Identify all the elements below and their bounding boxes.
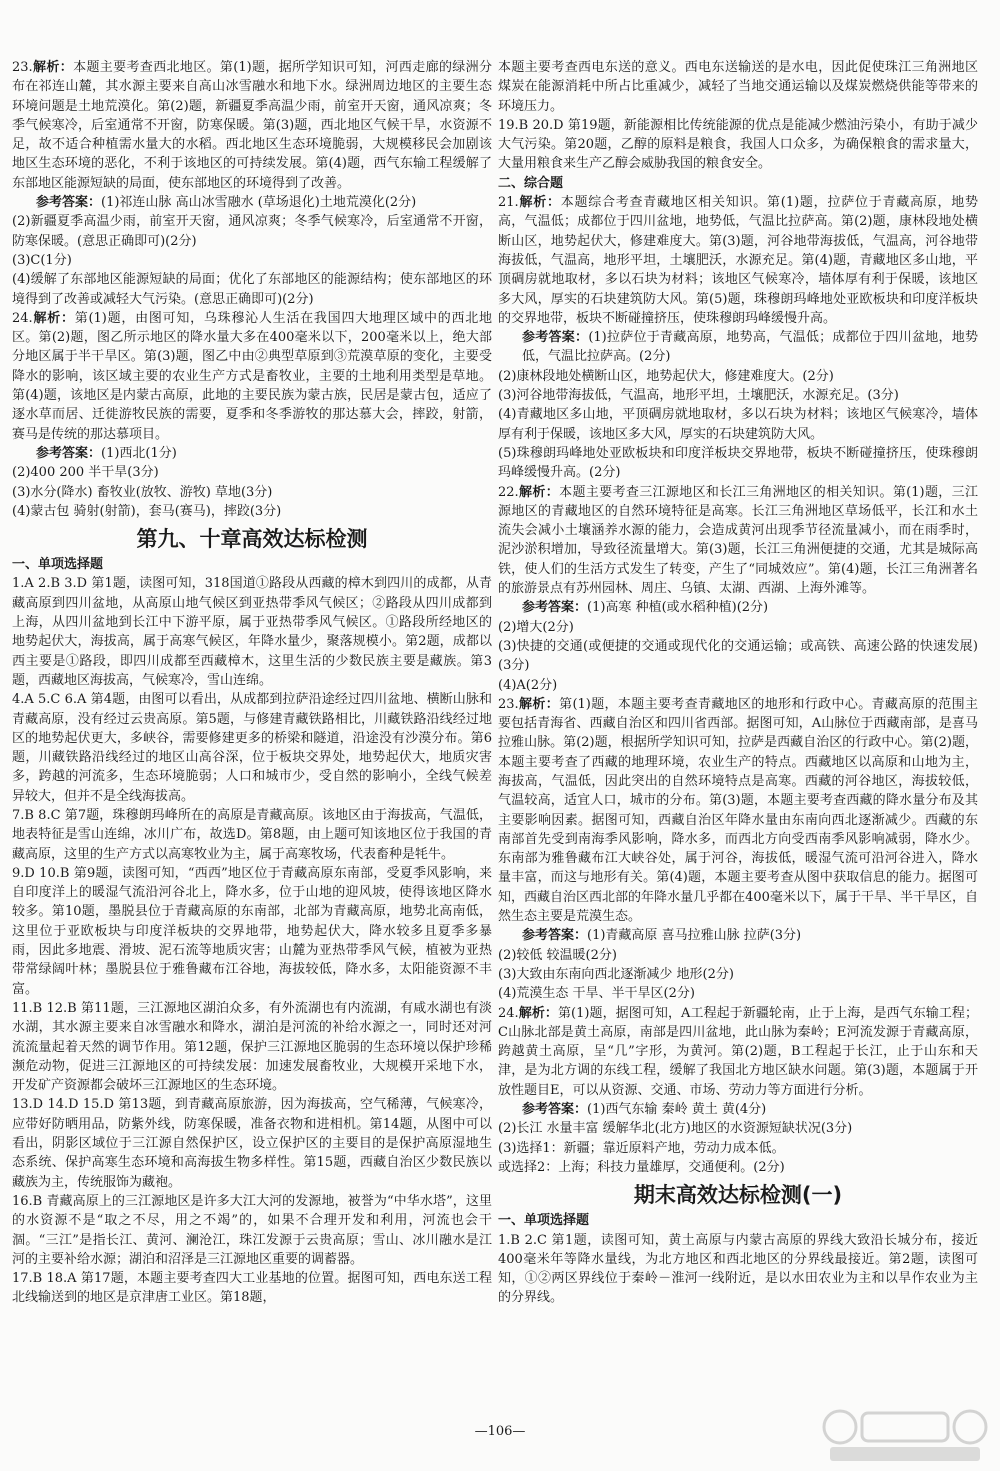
q24-right-answer-2: (2)长江 水量丰富 缓解华北(北方)地区的水资源短缺状况(3分)	[498, 1121, 853, 1137]
comprehensive-heading: 二、综合题	[498, 175, 564, 191]
final-item-1-2: 1.B 2.C 第1题，读图可知，黄土高原与内蒙古高原的界线大致沿长城分布，接近400毫米年等降水量线，为北方地区和西北地区的分界线最接近。第2题，读图可知，①②两区界线位于秦岭－淮河一线附近，是以水田农业为主和以旱作农业为主的分界线。	[498, 1232, 978, 1306]
q22-answer-2: (2)增大(2分)	[498, 619, 574, 635]
q23-answer-3: (3)C(1分)	[12, 252, 72, 268]
q21-answer-2: (2)康林段地处横断山区，地势起伏大，修建难度大。(2分)	[498, 368, 834, 384]
q22-answer: 参考答案：(1)高寒 种植(或水稻种植)(2分)	[522, 600, 769, 616]
item-11-12: 11.B 12.B 第11题，三江源地区湖泊众多，有外流湖也有内流湖，有咸水湖也有淡水湖，其水源主要来自冰雪融水和降水，湖泊是河流的补给水源之一，同时还对河流流量起着天然的调节作用。第12题，保护三江源地区脆弱的生态环境以保护珍稀濒危动物，促进三江源地区的可持续发展：加速发展畜牧业，大规模开采地下水，开发矿产资源都会破坏三江源地区的生态环境。	[12, 1000, 492, 1094]
item-17-18: 17.B 18.A 第17题，本题主要考查四大工业基地的位置。据图可知，西电东送工程北线输送到的地区是京津唐工业区。第18题，	[12, 1271, 492, 1306]
q24-analysis: 24.解析：第(1)题，由图可知，乌珠穆沁人生活在我国四大地理区域中的西北地区。第(2)题，图乙所示地区的降水量大多在400毫米以下，200毫米以上，绝大部分地区属于半干旱区。第(3)题，图乙中由②典型草原到③荒漠草原的变化，主要受降水的影响，该区域主要的农业生产方式是畜牧业，主要的土地利用类型是草地。第(4)题，该地区是内蒙古高原，此地的主要民族为蒙古族，民居是蒙古包，适应了逐水草而居、迁徙游牧民族的需要，夏季和冬季游牧的那达慕大会，摔跤，射箭，赛马是传统的那达慕项目。	[12, 310, 492, 442]
item-9-10: 9.D 10.B 第9题，读图可知，“西西”地区位于青藏高原东南部，受夏季风影响，来自印度洋上的暖湿气流沿河谷北上，降水多，位于山地的迎风坡，使得该地区降水较多。第10题，墨脱县位于青藏高原的东南部，北部为青藏高原，地势北高南低，这里位于亚欧板块与印度洋板块的交界地带，地势起伏大，降水较多且夏季多暴雨，因此多地震、滑坡、泥石流等地质灾害；山麓为亚热带季风气候，植被为亚热带常绿阔叶林；墨脱县位于雅鲁藏布江谷地，海拔较低，降水多，太阳能资源不丰富。	[12, 865, 492, 997]
q22-analysis: 22.解析：本题主要考查三江源地区和长江三角洲地区的相关知识。第(1)题，三江源地区的青藏地区的自然环境特征是高寒。长江三角洲地区草场低平，长江和水土流失会减小土壤涵养水源的能力，会造成黄河出现季节径流量减小，而在雨季时，泥沙淤积增加，导致径流量增大。第(3)题，长江三角洲便捷的交通，尤其是城际高铁，使人们的生活方式发生了转变，产生了“同城效应”。第(4)题，长江三角洲著名的旅游景点有苏州园林、周庄、乌镇、太湖、西湖、上海外滩等。	[498, 484, 978, 597]
q23-right-answer: 参考答案：(1)青藏高原 喜马拉雅山脉 拉萨(3分)	[522, 928, 802, 944]
single-choice-heading: 一、单项选择题	[12, 557, 104, 573]
watermark-logo	[820, 1405, 990, 1465]
q24-right-answer-3: (3)选择1：新疆；靠近原料产地，劳动力成本低。	[498, 1140, 785, 1156]
item-4-6: 4.A 5.C 6.A 第4题，由图可以看出，从成都到拉萨沿途经过四川盆地、横断山脉和青藏高原，没有经过云贵高原。第5题，与修建青藏铁路相比，川藏铁路沿线经过地区的地势起伏更大，多峡谷，需要修建更多的桥梁和隧道，沿途没有沙漠分布。第6题，川藏铁路沿线经过的地区山高谷深，位于板块交界处，地势起伏大，地质灾害多，跨越的河流多，生态环境脆弱；人口和城市少，受自然的影响小，全线气候差异较大，但并不是全线海拔高。	[12, 692, 492, 804]
q21-answer-3: (3)河谷地带海拔低，气温高，地形平坦，土壤肥沃，水源充足。(3分)	[498, 388, 899, 404]
q21-answer: 参考答案：(1)拉萨位于青藏高原，地势高，气温低；成都位于四川盆地，地势低，气温比拉萨高。(2分)	[522, 330, 978, 365]
q21-analysis: 21.解析：本题综合考查青藏地区相关知识。第(1)题，拉萨位于青藏高原，地势高，气温低；成都位于四川盆地，地势低，气温比拉萨高。第(2)题，康林段地处横断山区，地势起伏大，修建难度大。第(3)题，河谷地带海拔低，气温高，河谷地带海拔低，气温高，地形平坦，土壤肥沃，水源充足。第(4)题，青藏地区多山地，平顶碉房就地取材，多以石块为材料；该地区气候寒冷，墙体厚有利于保暖，该地区多大风，厚实的石块建筑防大风。第(5)题，珠穆朗玛峰地处亚欧板块和印度洋板块的交界地带，板块不断碰撞挤压，使珠穆朗玛峰缓慢升高。	[498, 195, 978, 326]
q24-answer-2: (2)400 200 半干旱(3分)	[12, 465, 159, 481]
item-16: 16.B 青藏高原上的三江源地区是许多大江大河的发源地，被誉为“中华水塔”，这里的水资源不是“取之不尽，用之不竭”的，如果不合理开发和利用，河流也会干涸。“三江”是指长江、黄河、澜沧江，珠江发源于云贵高原；雪山、冰川融水是江河的主要补给水源；湖泊和沼泽是三江源地区重要的调蓄器。	[12, 1193, 492, 1267]
section-title-final-exam: 期末高效达标检测(一)	[633, 1183, 843, 1208]
left-column	[12, 58, 492, 1308]
q23-right-answer-4: (4)荒漠生态 干旱、半干旱区(2分)	[498, 986, 695, 1002]
section-title-ch9-10: 第九、十章高效达标检测	[136, 527, 368, 552]
q23-answer-4: (4)缓解了东部地区能源短缺的局面；优化了东部地区的能源结构；使东部地区的环境得到了改善或减轻大气污染。(意思正确即可)(2分)	[12, 272, 492, 307]
right-column	[498, 58, 978, 1308]
page-number: —106—	[474, 1424, 526, 1439]
item-1-3: 1.A 2.B 3.D 第1题，读图可知，318国道①路段从西藏的樟木到四川的成都，从青藏高原到四川盆地，从高原山地气候区到亚热带季风气候区；②路段从四川成都到上海，从四川盆地到长江中下游平原，属于亚热带季风气候区。①路段所经地区的地势起伏大，海拔高，属于高寒气候区，年降水量少，聚落规模小。第2题，成都以西主要是①路段，即四川成都至西藏樟木，这里生活的少数民族主要是藏族。第3题，西藏地区海拔高，气候寒冷，雪山连绵。	[12, 576, 492, 688]
final-single-choice-heading: 一、单项选择题	[498, 1213, 590, 1229]
item-18-continued: 本题主要考查西电东送的意义。西电东送输送的是水电，因此促使珠江三角洲地区煤炭在能源消耗中所占比重减少，减轻了当地交通运输以及煤炭燃烧供能等带来的环境压力。	[498, 60, 978, 114]
q21-answer-5: (5)珠穆朗玛峰地处亚欧板块和印度洋板块交界地带，板块不断碰撞挤压，使珠穆朗玛峰缓慢升高。(2分)	[498, 445, 978, 481]
q23-right-answer-2: (2)较低 较温暖(2分)	[498, 947, 617, 963]
item-7-8: 7.B 8.C 第7题，珠穆朗玛峰所在的高原是青藏高原。该地区由于海拔高，气温低，地表特征是雪山连绵，冰川广布，故选D。第8题，由上题可知该地区位于我国的青藏高原，这里的生产方式以高寒牧业为主，属于高寒牧场，代表畜种是牦牛。	[12, 807, 492, 862]
q24-right-answer: 参考答案：(1)西气东输 秦岭 黄土 黄(4分)	[522, 1102, 767, 1118]
item-19-20: 19.B 20.D 第19题，新能源相比传统能源的优点是能减少燃油污染小，有助于减少大气污染。第20题，乙醇的原料是粮食，我国人口众多，为确保粮食的需求量大，大量用粮食来生产乙醇会威胁我国的粮食安全。	[498, 117, 978, 172]
q24-right-analysis: 24.解析：第(1)题，据图可知，A工程起于新疆轮南，止于上海，是西气东输工程；C山脉北部是黄土高原，南部是四川盆地，此山脉为秦岭；E河流发源于青藏高原，跨越黄土高原，呈“几”字形，为黄河。第(2)题，B工程起于长江，止于山东和天津，是为北方调的东线工程，缓解了我国北方地区缺水问题。第(3)题，本题属于开放性题目E，可以从资源、交通、市场、劳动力等方面进行分析。	[498, 1005, 978, 1098]
q21-answer-4: (4)青藏地区多山地，平顶碉房就地取材，多以石块为材料；该地区气候寒冷，墙体厚有利于保暖，该地区多大风，厚实的石块建筑防大风。	[498, 407, 978, 442]
q24-answer-3: (3)水分(降水) 畜牧业(放牧、游牧) 草地(3分)	[12, 484, 273, 500]
q22-answer-3: (3)快捷的交通(或便捷的交通或现代化的交通运输；或高铁、高速公路的快速发展)(3分)	[498, 638, 978, 674]
item-13-15: 13.D 14.D 15.D 第13题，到青藏高原旅游，因为海拔高，空气稀薄，气候寒冷，应带好防晒用品，防紫外线，防寒保暖，准备衣物和进相机。第14题，从图中可以看出，阴影区域位于三江源自然保护区，设立保护区的主要目的是保护高原湿地生态系统、保护高寒生态环境和高海拔生物多样性。第15题，西藏自治区少数民族以藏族为主，传统服饰为藏袍。	[12, 1097, 492, 1190]
q24-right-answer-4: 或选择2：上海；科技力量雄厚，交通便利。(2分)	[498, 1159, 785, 1175]
q23-answer-2: (2)新疆夏季高温少雨，前室开天窗，通风凉爽；冬季气候寒冷，后室通常不开窗，防寒保暖。(意思正确即可)(2分)	[12, 214, 492, 249]
q23-answer: 参考答案：(1)祁连山脉 高山冰雪融水 (草场退化)土地荒漠化(2分)	[36, 195, 417, 211]
q24-answer-4: (4)蒙古包 骑射(射箭)，套马(赛马)，摔跤(3分)	[12, 503, 282, 519]
q23-right-analysis: 23.解析：第(1)题，本题主要考查青藏地区的地形和行政中心。青藏高原的范围主要包括青海省、西藏自治区和四川省西部。据图可知，A山脉位于西藏南部，是喜马拉雅山脉。第(2)题，根据所学知识可知，拉萨是西藏自治区的行政中心。第(2)题，本题主要考查了西藏的地理环境，农业生产的特点。西藏地区以高原和山地为主，海拔高，气温低，因此突出的自然环境特点是高寒。西藏的河谷地区，海拔较低，气温较高，适宜人口，城市的分布。第(3)题，本题主要考查西藏的降水量分布及其主要影响因素。据图可知，西藏自治区年降水量由东南向西北逐渐减少。西藏的东南部首先受到南海季风影响，降水多，而西北方向受西南季风影响减弱，降水少。东南部为雅鲁藏布江大峡谷处，属于河谷，海拔低，暖湿气流可沿河谷进入，降水量丰富，而这与地形有关。第(4)题，本题主要考查从图中获取信息的能力。据图可知，西藏自治区西北部的年降水量几乎都在400毫米以下，属于干旱、半干旱区，自然生态主要是荒漠生态。	[498, 696, 978, 925]
q23-right-answer-3: (3)大致由东南向西北逐渐减少 地形(2分)	[498, 966, 734, 982]
q24-answer: 参考答案：(1)西北(1分)	[36, 445, 177, 461]
q23-analysis: 23.解析：本题主要考查西北地区。第(1)题，据所学知识可知，河西走廊的绿洲分布在祁连山麓，其水源主要来自高山冰雪融水和地下水。绿洲周边地区的主要生态环境问题是土地荒漠化。第(2)题，新疆夏季高温少雨，前室开天窗，通风凉爽；冬季气候寒冷，后室通常不开窗，防寒保暖。第(3)题，西北地区气候干旱，水资源不足，故不适合种植需水量大的水稻。西北地区生态环境脆弱，大规模移民会加剧该地区生态环境的恶化，不利于该地区的可持续发展。第(4)题，西气东输工程缓解了东部地区能源短缺的局面，使东部地区的环境得到了改善。	[12, 60, 492, 191]
q22-answer-4: (4)A(2分)	[498, 677, 558, 693]
